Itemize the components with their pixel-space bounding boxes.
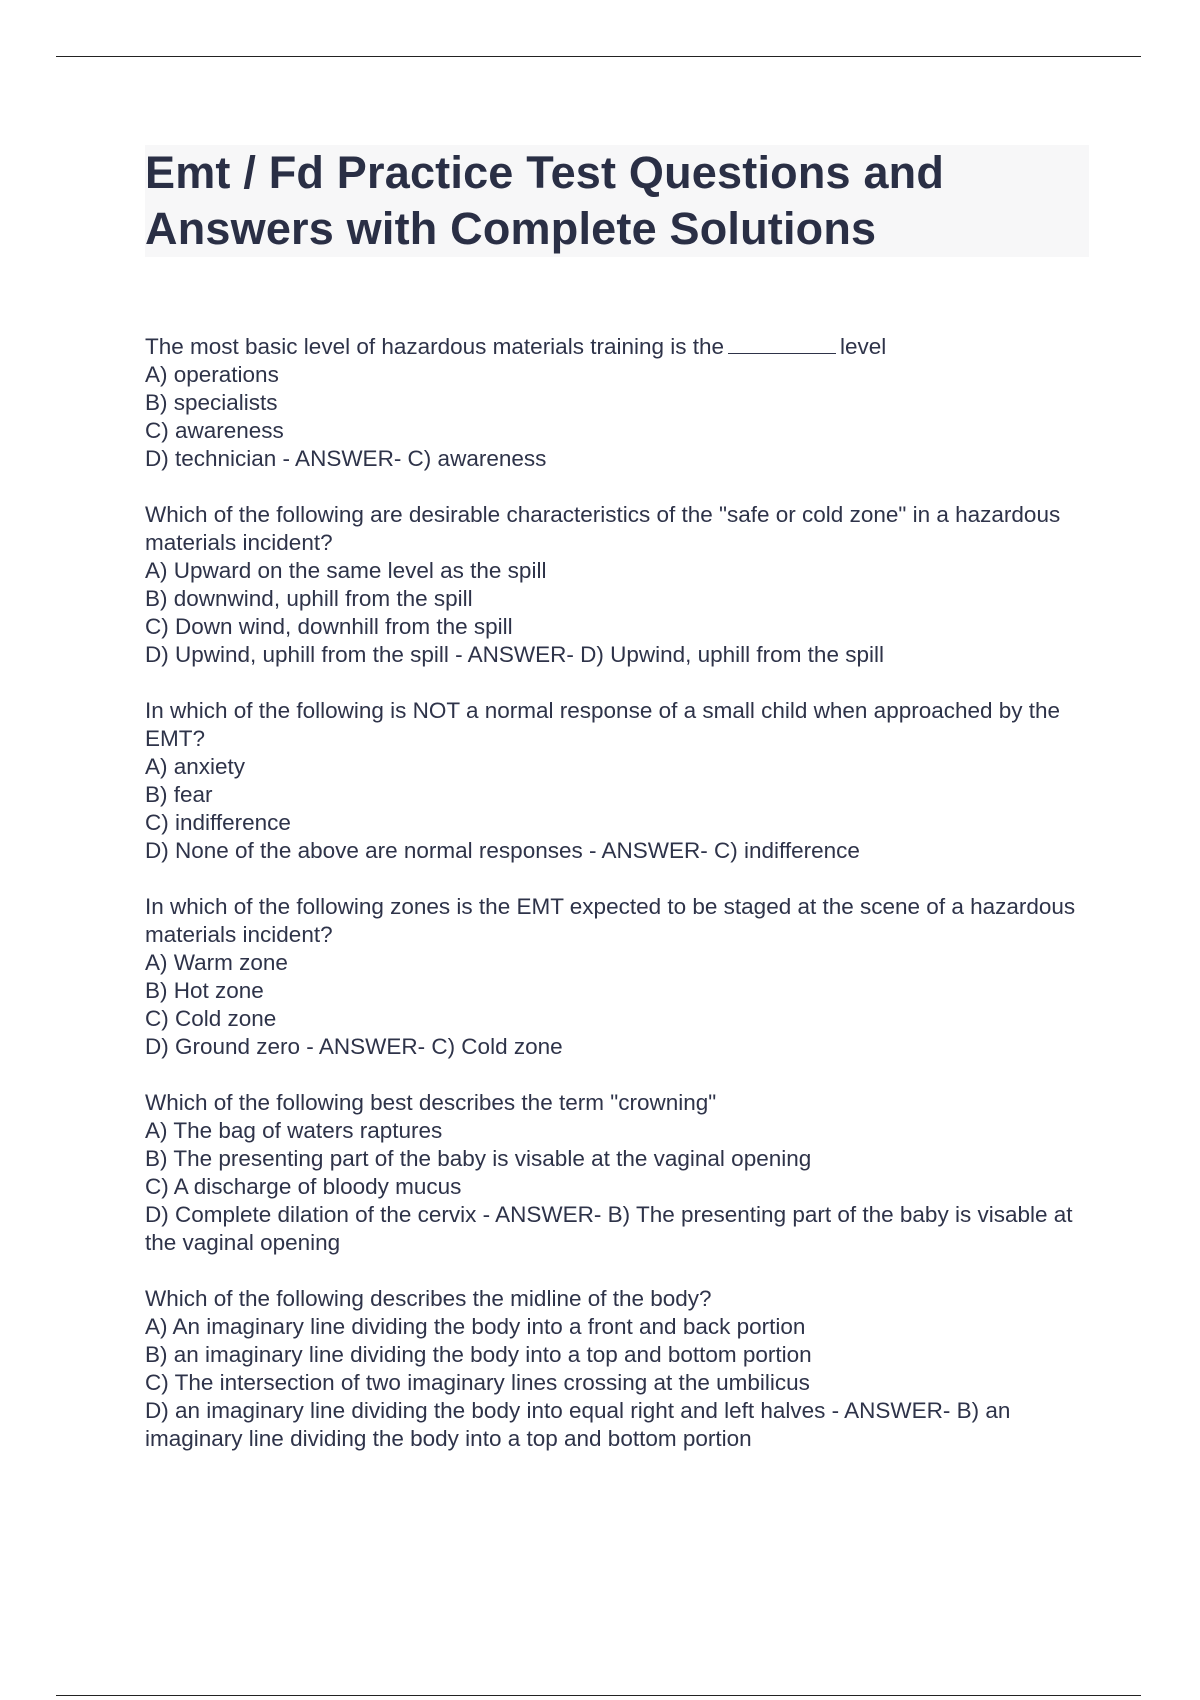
answer-option: A) operations [145, 362, 279, 387]
answer-option: D) an imaginary line dividing the body into equal right and left halves - ANSWER- B) an imaginary line dividing the body into a top and bottom portion [145, 1398, 1011, 1451]
fill-in-blank [728, 335, 836, 354]
answer-option: B) downwind, uphill from the spill [145, 586, 473, 611]
answer-option: D) Complete dilation of the cervix - ANSWER- B) The presenting part of the baby is visable at the vaginal opening [145, 1202, 1073, 1255]
answer-option: D) None of the above are normal responses - ANSWER- C) indifference [145, 838, 860, 863]
question-6 [145, 1285, 1085, 1453]
answer-option: B) an imaginary line dividing the body into a top and bottom portion [145, 1342, 812, 1367]
answer-option: D) Ground zero - ANSWER- C) Cold zone [145, 1034, 563, 1059]
answer-option: A) anxiety [145, 754, 246, 779]
prompt-text: The most basic level of hazardous materials training is the [145, 334, 725, 359]
answer-option: C) indifference [145, 810, 291, 835]
prompt-text-end: level [840, 334, 887, 359]
title-banner [145, 145, 1089, 257]
footer-rule [56, 1695, 1141, 1696]
question-prompt: Which of the following describes the midline of the body? [145, 1286, 712, 1311]
question-prompt: In which of the following is NOT a normal response of a small child when approached by the EMT? [145, 698, 1061, 751]
question-2 [145, 501, 1085, 669]
question-3 [145, 697, 1085, 865]
answer-option: C) A discharge of bloody mucus [145, 1174, 462, 1199]
answer-option: C) Down wind, downhill from the spill [145, 614, 513, 639]
answer-option: C) Cold zone [145, 1006, 277, 1031]
answer-option: A) The bag of waters raptures [145, 1118, 443, 1143]
question-4 [145, 893, 1085, 1061]
answer-option: D) technician - ANSWER- C) awareness [145, 446, 547, 471]
answer-option: A) Warm zone [145, 950, 288, 975]
header-rule [56, 56, 1141, 57]
answer-option: C) The intersection of two imaginary lines crossing at the umbilicus [145, 1370, 810, 1395]
document-title: Emt / Fd Practice Test Questions and Answers with Complete Solutions [145, 147, 945, 254]
answer-option: D) Upwind, uphill from the spill - ANSWER- D) Upwind, uphill from the spill [145, 642, 884, 667]
question-1 [145, 333, 1085, 473]
answer-option: B) The presenting part of the baby is visable at the vaginal opening [145, 1146, 812, 1171]
question-list [145, 333, 1085, 1481]
question-prompt: In which of the following zones is the EMT expected to be staged at the scene of a hazardous materials incident? [145, 894, 1076, 947]
question-5 [145, 1089, 1085, 1257]
answer-option: C) awareness [145, 418, 284, 443]
question-prompt: Which of the following best describes the term "crowning" [145, 1090, 717, 1115]
question-prompt: Which of the following are desirable characteristics of the "safe or cold zone" in a hazardous materials incident? [145, 502, 1061, 555]
answer-option: B) fear [145, 782, 213, 807]
question-prompt [145, 333, 1085, 361]
answer-option: A) Upward on the same level as the spill [145, 558, 547, 583]
answer-option: A) An imaginary line dividing the body into a front and back portion [145, 1314, 806, 1339]
answer-option: B) Hot zone [145, 978, 264, 1003]
answer-option: B) specialists [145, 390, 278, 415]
